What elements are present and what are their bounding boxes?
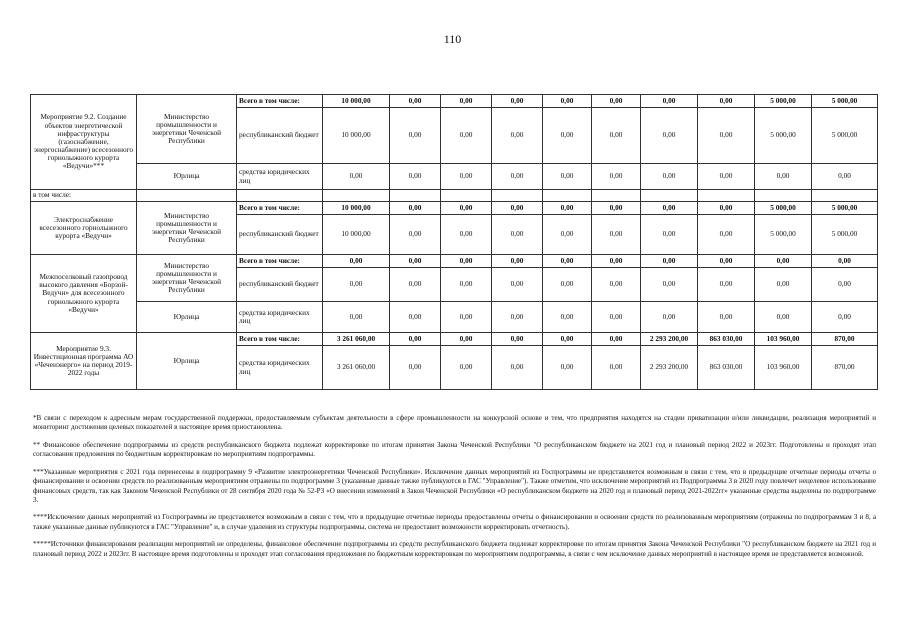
- source-cell: республиканский бюджет: [237, 215, 323, 255]
- value-cell: 0,00: [390, 164, 441, 190]
- value-cell: 0,00: [390, 268, 441, 302]
- executor-cell: Юрлица: [137, 164, 237, 190]
- source-cell: республиканский бюджет: [237, 268, 323, 302]
- value-cell: 0,00: [323, 255, 390, 268]
- value-cell: 5 000,00: [812, 108, 878, 164]
- value-cell: 5 000,00: [755, 215, 812, 255]
- value-cell: 0,00: [592, 268, 641, 302]
- value-cell: 0,00: [755, 164, 812, 190]
- value-cell: 0,00: [698, 255, 755, 268]
- source-cell: средства юридических лиц: [237, 346, 323, 390]
- value-cell: 0,00: [812, 255, 878, 268]
- value-cell: 0,00: [390, 202, 441, 215]
- value-cell: 5 000,00: [812, 202, 878, 215]
- value-cell: 0,00: [492, 346, 543, 390]
- value-cell: 0,00: [641, 164, 698, 190]
- value-cell: 0,00: [492, 215, 543, 255]
- footnotes: [33, 414, 876, 567]
- value-cell: 0,00: [755, 268, 812, 302]
- value-cell: 0,00: [323, 268, 390, 302]
- value-cell: 0,00: [592, 333, 641, 346]
- table-row: [31, 95, 878, 108]
- value-cell: 0,00: [492, 255, 543, 268]
- table-row: [31, 202, 878, 215]
- value-cell: 0,00: [543, 268, 592, 302]
- value-cell: 0,00: [492, 164, 543, 190]
- value-cell: 0,00: [641, 108, 698, 164]
- source-cell: средства юридических лиц: [237, 302, 323, 333]
- value-cell: 0,00: [812, 164, 878, 190]
- value-cell: 0,00: [492, 302, 543, 333]
- value-cell: 0,00: [441, 302, 492, 333]
- value-cell: 0,00: [592, 346, 641, 390]
- event-cell: Мероприятие 9.3. Инвестиционная программа АО «Чеченэнерго» на период 2019-2022 годы: [31, 333, 137, 390]
- source-cell: Всего в том числе:: [237, 333, 323, 346]
- value-cell: 0,00: [441, 346, 492, 390]
- value-cell: 0,00: [543, 333, 592, 346]
- table-row: [31, 302, 878, 333]
- value-cell: 863 030,00: [698, 333, 755, 346]
- value-cell: 10 000,00: [323, 108, 390, 164]
- value-cell: 0,00: [441, 255, 492, 268]
- source-cell: Всего в том числе:: [237, 255, 323, 268]
- value-cell: 0,00: [641, 95, 698, 108]
- value-cell: 0,00: [323, 164, 390, 190]
- footnote: ***Указанные мероприятия с 2021 года перенесены в подпрограмму 9 «Развитие электроэнергетики Чеченской Республики». Исключение данных мероприятий из Госпрограммы не представляется возможным в связи с тем, что в предыдущие отчетные периоды отчеты о финансировании и освоении средств по реализованным мероприятиям отражены по подпрограмме 3 (указанные данные также публикуются в ГАС "Управление"). Также отметим, что исключение мероприятий из Подпрограммы 3 в 2020 году повлечет нецелевое использование финансовых средств, так как Законом Чеченской Республики от 28 сентября 2020 года № 52-РЗ «О внесении изменений в Закон Чеченской Республики «О республиканском бюджете на 2020 год и плановый период 2021-2022гг» указанные средства выделены по подпрограмме 3.: [33, 467, 876, 504]
- value-cell: 5 000,00: [812, 95, 878, 108]
- event-cell: Мероприятие 9.2. Создание объектов энергетической инфраструктуры (газоснабжение, энергоснабжение) всесезонного горнолыжного курорта «Ведучи»***: [31, 95, 137, 190]
- section-row: [31, 190, 878, 202]
- value-cell: 5 000,00: [755, 202, 812, 215]
- value-cell: 870,00: [812, 346, 878, 390]
- value-cell: 0,00: [492, 268, 543, 302]
- value-cell: 0,00: [492, 108, 543, 164]
- value-cell: 0,00: [441, 268, 492, 302]
- value-cell: 5 000,00: [755, 95, 812, 108]
- value-cell: 0,00: [641, 255, 698, 268]
- value-cell: 0,00: [441, 202, 492, 215]
- footnote: ** Финансовое обеспечение подпрограммы из средств республиканского бюджета подлежат корректировке по итогам принятия Закона Чеченской Республики "О республиканском бюджете на 2021 год и плановый период 2022 и 2023гг. Подготовлены и проходят этап согласования предложения по бюджетным корректировкам по мероприятиям подпрограммы.: [33, 440, 876, 459]
- value-cell: 3 261 060,00: [323, 333, 390, 346]
- value-cell: 0,00: [812, 268, 878, 302]
- footnote: ****Исключение данных мероприятий из Госпрограммы не представляется возможным в связи с тем, что в предыдущие отчетные периоды предоставлены отчеты о финансировании и освоении средств по реализованным мероприятиям (отражены по подпрограммам 3 и 8, а также указанные данные публикуются в ГАС "Управление" и, в случае удаления из структуры подпрограммы, система не предоставит возможности корректировать отчетность).: [33, 513, 876, 531]
- value-cell: 0,00: [390, 108, 441, 164]
- value-cell: 0,00: [441, 95, 492, 108]
- value-cell: 0,00: [698, 164, 755, 190]
- value-cell: 0,00: [592, 215, 641, 255]
- value-cell: 2 293 200,00: [641, 333, 698, 346]
- table-row: [31, 255, 878, 268]
- executor-cell: Министерство промышленности и энергетики Чеченской Республики: [137, 255, 237, 302]
- value-cell: 10 000,00: [323, 215, 390, 255]
- value-cell: 0,00: [390, 333, 441, 346]
- value-cell: 0,00: [641, 215, 698, 255]
- table-row: [31, 164, 878, 190]
- value-cell: 0,00: [492, 95, 543, 108]
- value-cell: 0,00: [592, 202, 641, 215]
- table-row: [31, 333, 878, 346]
- source-cell: Всего в том числе:: [237, 95, 323, 108]
- value-cell: 0,00: [492, 333, 543, 346]
- value-cell: 0,00: [390, 95, 441, 108]
- value-cell: 0,00: [698, 95, 755, 108]
- event-cell: Межпоселковый газопровод высокого давления «Борзой-Ведучи» для всесезонного горнолыжного курорта «Ведучи»: [31, 255, 137, 333]
- value-cell: 0,00: [755, 302, 812, 333]
- value-cell: 0,00: [441, 215, 492, 255]
- page-number: 110: [443, 32, 462, 46]
- value-cell: 0,00: [543, 255, 592, 268]
- value-cell: 103 960,00: [755, 333, 812, 346]
- value-cell: 0,00: [812, 302, 878, 333]
- executor-cell: Министерство промышленности и энергетики Чеченской Республики: [137, 95, 237, 164]
- value-cell: 0,00: [543, 215, 592, 255]
- value-cell: 0,00: [755, 255, 812, 268]
- value-cell: 863 030,00: [698, 346, 755, 390]
- value-cell: 0,00: [390, 346, 441, 390]
- source-cell: Всего в том числе:: [237, 202, 323, 215]
- value-cell: 0,00: [543, 95, 592, 108]
- value-cell: 0,00: [592, 95, 641, 108]
- executor-cell: Министерство промышленности и энергетики Чеченской Республики: [137, 202, 237, 255]
- value-cell: 0,00: [592, 302, 641, 333]
- value-cell: 0,00: [543, 202, 592, 215]
- value-cell: 0,00: [698, 215, 755, 255]
- budget-table: [30, 94, 878, 390]
- value-cell: 0,00: [698, 302, 755, 333]
- value-cell: 0,00: [441, 164, 492, 190]
- value-cell: 0,00: [641, 268, 698, 302]
- value-cell: 10 000,00: [323, 95, 390, 108]
- value-cell: 0,00: [698, 268, 755, 302]
- value-cell: 0,00: [641, 202, 698, 215]
- source-cell: республиканский бюджет: [237, 108, 323, 164]
- source-cell: средства юридических лиц: [237, 164, 323, 190]
- value-cell: 0,00: [543, 346, 592, 390]
- value-cell: 5 000,00: [755, 108, 812, 164]
- executor-cell: Юрлица: [137, 302, 237, 333]
- value-cell: 0,00: [592, 164, 641, 190]
- value-cell: 0,00: [441, 333, 492, 346]
- footnote: *****Источники финансирования реализации мероприятий не определены, финансовое обеспечение подпрограммы из средств республиканского бюджета подлежат корректировке по итогам принятия Закона Чеченской Республики "О республиканском бюджете на 2021 год и плановый период 2022 и 2023гг. В настоящее время подготовлены и проходят этап согласования предложения по бюджетным корректировкам по мероприятиям подпрограммы, в связи с чем исключение данных мероприятий в настоящее время не представляется возможной.: [33, 540, 876, 558]
- value-cell: 0,00: [543, 108, 592, 164]
- footnote: *В связи с переходом к адресным мерам государственной поддержки, предоставляемым субъектам деятельности в сфере промышленности на конкурсной основе и тем, что предприятия находятся на стадии приватизации и/или ликвидации, реализация мероприятий и мониторинг достижения целевых показателей в настоящее время приостановлена.: [33, 414, 876, 432]
- value-cell: 0,00: [390, 255, 441, 268]
- value-cell: 3 261 060,00: [323, 346, 390, 390]
- value-cell: 0,00: [698, 108, 755, 164]
- value-cell: 5 000,00: [812, 215, 878, 255]
- value-cell: 0,00: [390, 302, 441, 333]
- value-cell: 0,00: [543, 164, 592, 190]
- value-cell: 0,00: [441, 108, 492, 164]
- value-cell: 0,00: [492, 202, 543, 215]
- value-cell: 0,00: [641, 302, 698, 333]
- event-cell: Электроснабжение всесезонного горнолыжного курорта «Ведучи»: [31, 202, 137, 255]
- value-cell: 2 293 200,00: [641, 346, 698, 390]
- value-cell: 0,00: [592, 108, 641, 164]
- value-cell: 0,00: [390, 215, 441, 255]
- value-cell: 0,00: [543, 302, 592, 333]
- section-label: в том числе:: [31, 190, 137, 202]
- executor-cell: Юрлица: [137, 333, 237, 390]
- value-cell: 0,00: [698, 202, 755, 215]
- value-cell: 103 960,00: [755, 346, 812, 390]
- value-cell: 10 000,00: [323, 202, 390, 215]
- value-cell: 870,00: [812, 333, 878, 346]
- value-cell: 0,00: [323, 302, 390, 333]
- value-cell: 0,00: [592, 255, 641, 268]
